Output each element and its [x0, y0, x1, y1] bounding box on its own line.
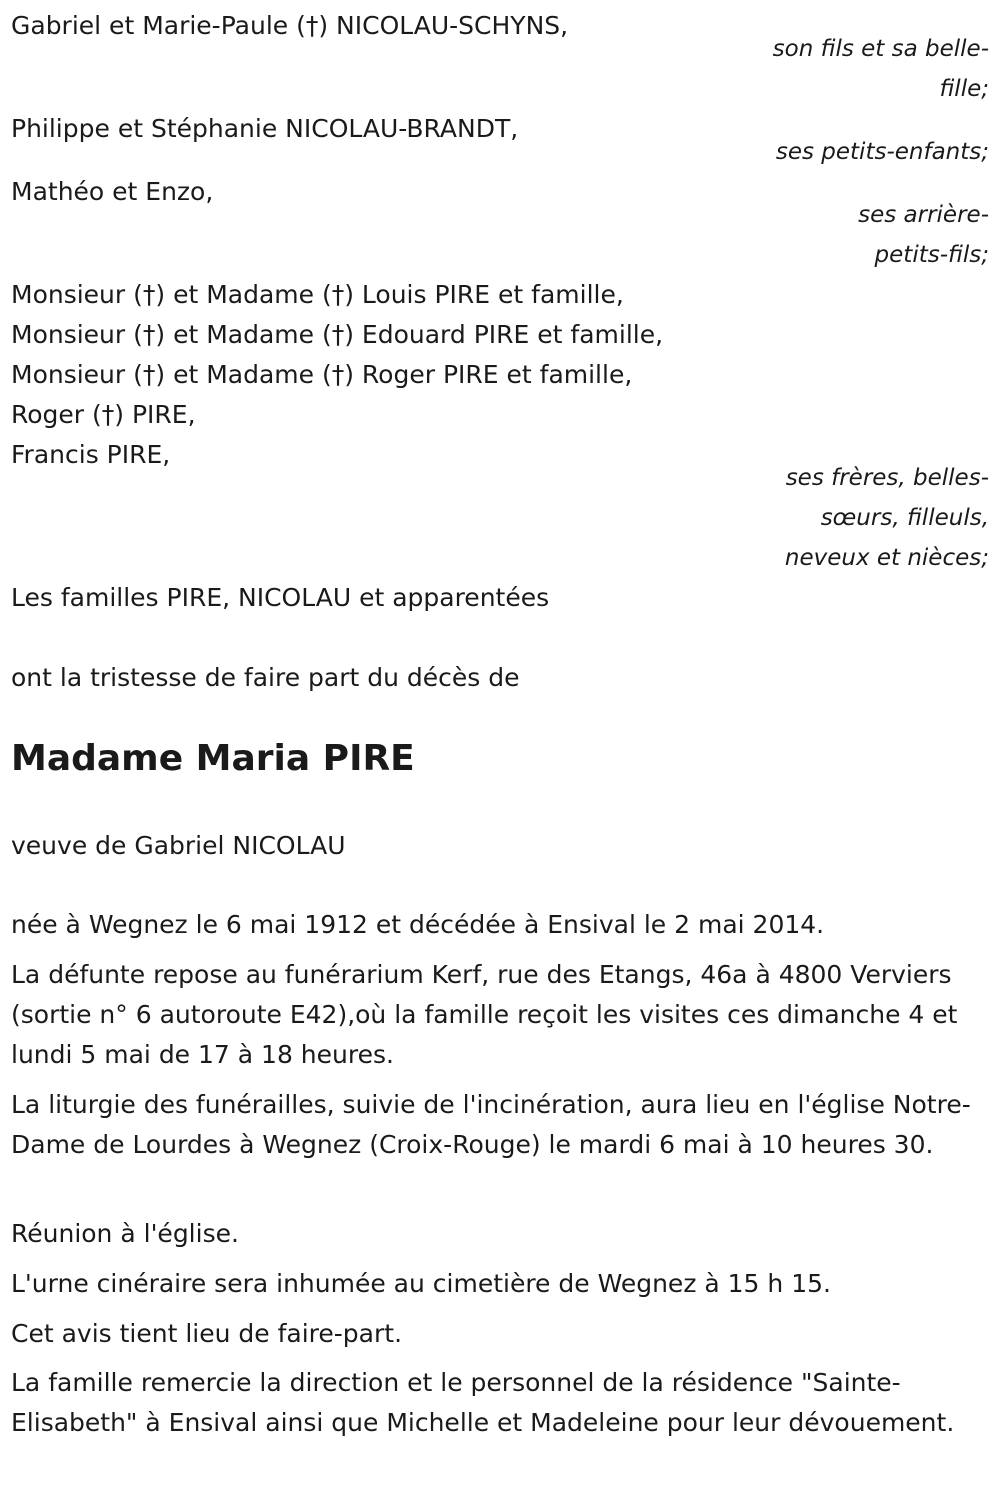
great-grandchildren-line: Mathéo et Enzo,: [11, 177, 214, 206]
sibling-line: Monsieur (†) et Madame (†) Edouard PIRE et famille,: [11, 320, 664, 349]
son-line: Gabriel et Marie-Paule (†) NICOLAU-SCHYNS,: [11, 11, 569, 40]
birth-death: née à Wegnez le 6 mai 1912 et décédée à Ensival le 2 mai 2014.: [11, 910, 825, 939]
sibling-line: Roger (†) PIRE,: [11, 400, 196, 429]
sibling-line: Monsieur (†) et Madame (†) Roger PIRE et famille,: [11, 360, 633, 389]
paragraph: La défunte repose au funérarium Kerf, rue des Etangs, 46a à 4800 Verviers (sortie n° 6 autoroute E42),où la famille reçoit les visites ces dimanche 4 et lundi 5 mai de 17 à 18 heures.: [11, 960, 958, 1069]
great-grandchildren-role: ses arrière-petits-fils;: [858, 202, 989, 268]
siblings-role: ses frères, belles-sœurs, filleuls, neveux et nièces;: [784, 465, 989, 571]
sibling-line: Francis PIRE,: [11, 440, 171, 469]
paragraph: Réunion à l'église.: [11, 1219, 239, 1248]
families-line: Les familles PIRE, NICOLAU et apparentées: [11, 583, 550, 612]
sibling-line: Monsieur (†) et Madame (†) Louis PIRE et famille,: [11, 280, 624, 309]
paragraph: L'urne cinéraire sera inhumée au cimetière de Wegnez à 15 h 15.: [11, 1269, 831, 1298]
paragraph: Cet avis tient lieu de faire-part.: [11, 1319, 403, 1348]
widow-of: veuve de Gabriel NICOLAU: [11, 831, 346, 860]
paragraph: La famille remercie la direction et le personnel de la résidence "Sainte-Elisabeth" à Ensival ainsi que Michelle et Madeleine pour leur dévouement.: [11, 1368, 955, 1437]
grandchildren-role: ses petits-enfants;: [775, 139, 989, 165]
grandchildren-line: Philippe et Stéphanie NICOLAU-BRANDT,: [11, 114, 519, 143]
deceased-name: Madame Maria PIRE: [11, 738, 415, 779]
son-role: son fils et sa belle-fille;: [772, 36, 989, 102]
announcement-intro: ont la tristesse de faire part du décès de: [11, 663, 520, 692]
paragraph: La liturgie des funérailles, suivie de l'incinération, aura lieu en l'église Notre-Dame de Lourdes à Wegnez (Croix-Rouge) le mardi 6 mai à 10 heures 30.: [11, 1090, 971, 1159]
